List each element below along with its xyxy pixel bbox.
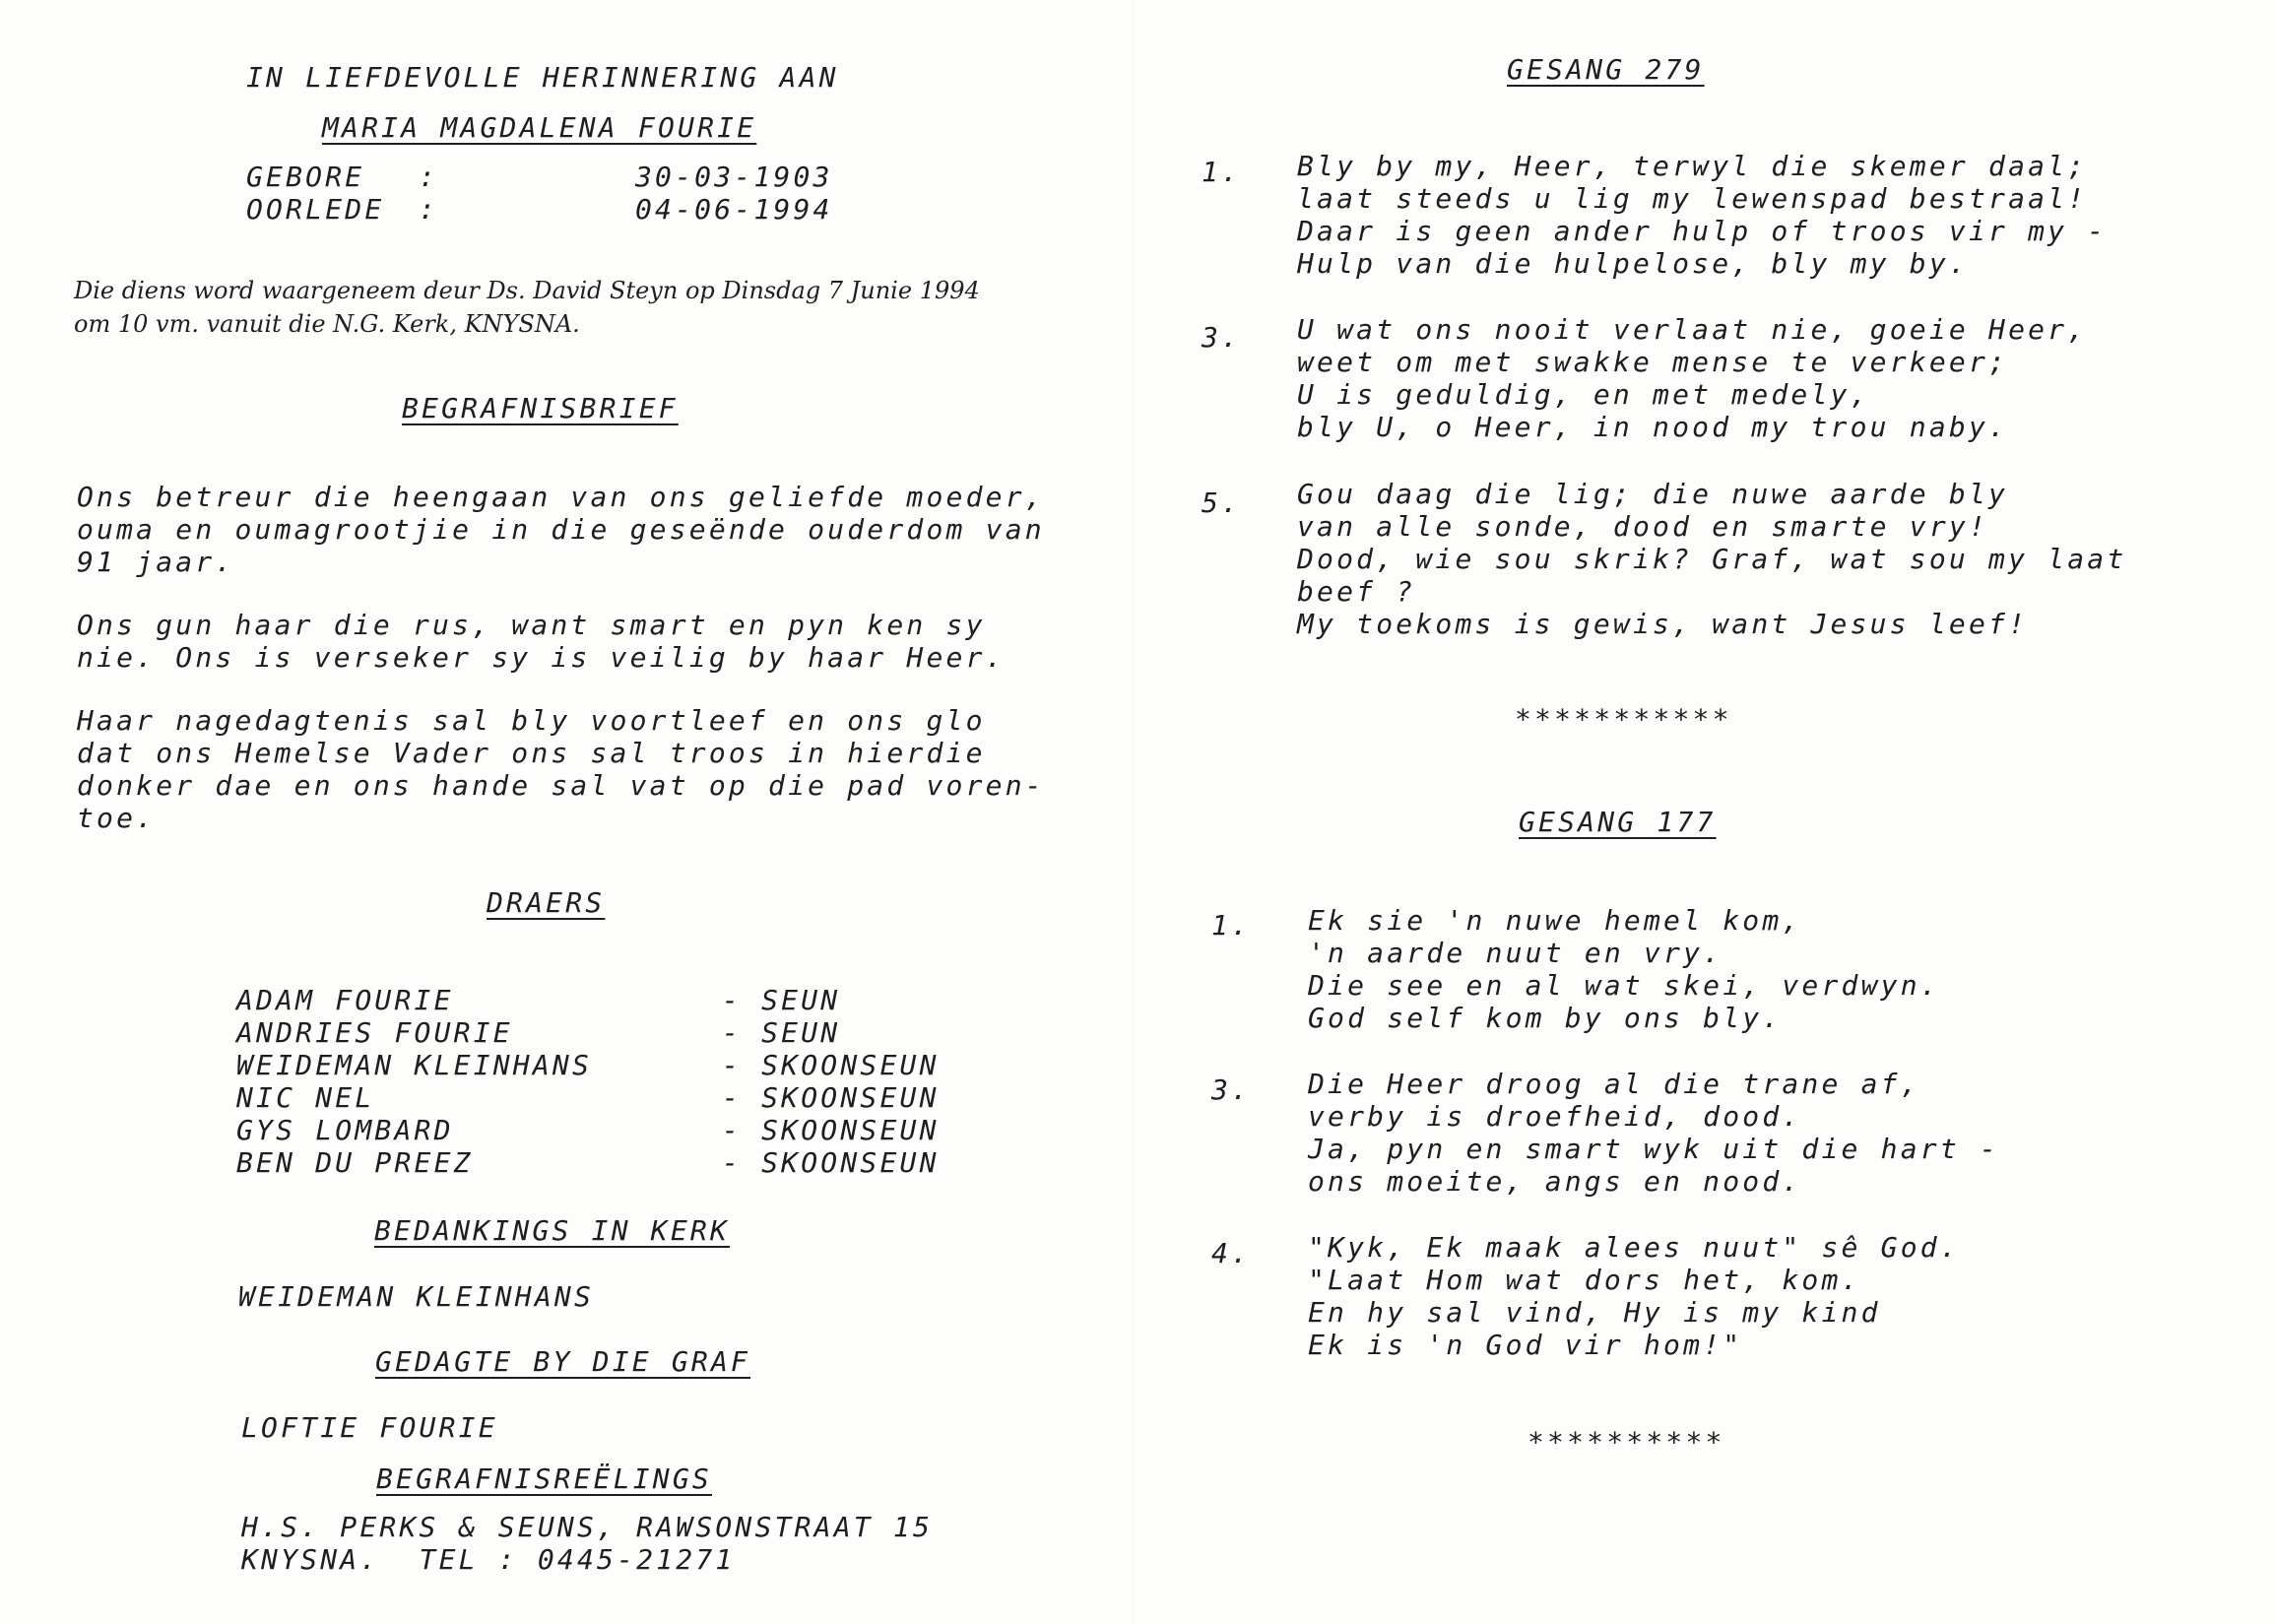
born-separator: : (419, 161, 439, 193)
verse-number: 5. (1202, 487, 1242, 519)
verse-line: En hy sal vind, Hy is my kind (1308, 1296, 1881, 1329)
verse-line: U wat ons nooit verlaat nie, goeie Heer, (1297, 313, 2088, 346)
paragraph-line: Haar nagedagtenis sal bly voortleef en ons glo (77, 704, 986, 737)
verse-number: 4. (1211, 1237, 1252, 1269)
thoughts-heading: GEDAGTE BY DIE GRAF (375, 1345, 751, 1378)
verse-line: van alle sonde, dood en smarte vry! (1297, 510, 1989, 543)
bearer-relation: - SKOONSEUN (722, 1081, 940, 1114)
bearer-name: BEN DU PREEZ (236, 1146, 474, 1179)
verse-line: God self kom by ons bly. (1308, 1002, 1783, 1034)
hymn-title: GESANG 177 (1519, 806, 1717, 838)
verse-number: 3. (1211, 1073, 1252, 1106)
verse-line: laat steeds u lig my lewenspad bestraal! (1297, 182, 2088, 215)
died-separator: : (419, 193, 439, 226)
paragraph-line: toe. (77, 802, 157, 834)
verse-line: U is geduldig, en met medely, (1297, 378, 1870, 411)
arrangements-line: H.S. PERKS & SEUNS, RAWSONSTRAAT 15 (241, 1511, 934, 1543)
thanks-heading: BEDANKINGS IN KERK (374, 1214, 731, 1247)
verse-line: Ja, pyn en smart wyk uit die hart - (1308, 1133, 2000, 1165)
verse-line: Ek sie 'n nuwe hemel kom, (1308, 904, 1802, 937)
verse-line: ons moeite, angs en nood. (1308, 1165, 1802, 1198)
verse-number: 1. (1211, 909, 1252, 942)
verse-line: verby is droefheid, dood. (1308, 1100, 1802, 1133)
verse-line: Bly by my, Heer, terwyl die skemer daal; (1297, 150, 2088, 182)
bearer-relation: - SKOONSEUN (722, 1146, 940, 1179)
verse-line: bly U, o Heer, in nood my trou naby. (1297, 411, 2009, 443)
verse-line: Hulp van die hulpelose, bly my by. (1297, 247, 1969, 280)
verse-line: weet om met swakke mense te verkeer; (1297, 346, 2009, 378)
right-page (1133, 0, 2275, 1624)
bearer-relation: - SEUN (722, 1016, 841, 1049)
thanks-name: WEIDEMAN KLEINHANS (238, 1280, 595, 1313)
paragraph-line: Ons gun haar die rus, want smart en pyn ken sy (77, 609, 986, 641)
bearer-name: ANDRIES FOURIE (236, 1016, 513, 1049)
bearer-relation: - SKOONSEUN (722, 1114, 940, 1146)
verse-line: Gou daag die lig; die nuwe aarde bly (1297, 478, 2009, 510)
paragraph-line: dat ons Hemelse Vader ons sal troos in hierdie (77, 737, 986, 769)
verse-line: Die Heer droog al die trane af, (1308, 1068, 1920, 1100)
verse-line: "Kyk, Ek maak alees nuut" sê God. (1308, 1231, 1960, 1264)
verse-line: Dood, wie sou skrik? Graf, wat sou my laat (1297, 543, 2127, 575)
paragraph-line: 91 jaar. (77, 546, 235, 578)
memorial-intro: IN LIEFDEVOLLE HERINNERING AAN (246, 61, 839, 94)
hymn-title: GESANG 279 (1507, 53, 1705, 86)
died-date: 04-06-1994 (635, 193, 833, 226)
bearer-name: GYS LOMBARD (236, 1114, 454, 1146)
born-label: GEBORE (246, 161, 365, 193)
died-label: OORLEDE (246, 193, 385, 226)
verse-line: Daar is geen ander hulp of troos vir my - (1297, 215, 2108, 247)
arrangements-line: KNYSNA. TEL : 0445-21271 (241, 1543, 736, 1576)
bearer-name: WEIDEMAN KLEINHANS (236, 1049, 593, 1081)
verse-line: My toekoms is gewis, want Jesus leef! (1297, 608, 2029, 640)
paragraph-line: Ons betreur die heengaan van ons geliefde moeder, (77, 481, 1045, 513)
verse-number: 3. (1202, 321, 1242, 354)
separator-stars: *********** (1515, 703, 1732, 736)
bearer-name: NIC NEL (236, 1081, 375, 1114)
service-line-1: Die diens word waargeneem deur Ds. David Steyn op Dinsdag 7 Junie 1994 (74, 277, 980, 304)
verse-line: beef ? (1297, 575, 1416, 608)
verse-number: 1. (1202, 156, 1242, 188)
bearer-relation: - SKOONSEUN (722, 1049, 940, 1081)
thoughts-name: LOFTIE FOURIE (241, 1411, 498, 1444)
paragraph-line: nie. Ons is verseker sy is veilig by haar Heer. (77, 641, 1006, 674)
paragraph-line: donker dae en ons hande sal vat op die pad voren- (77, 769, 1045, 802)
bearers-heading: DRAERS (487, 886, 606, 919)
separator-stars: ********** (1528, 1426, 1725, 1459)
funeral-letter-heading: BEGRAFNISBRIEF (402, 392, 679, 424)
left-page (0, 0, 1133, 1624)
verse-line: 'n aarde nuut en vry. (1308, 937, 1723, 969)
arrangements-heading: BEGRAFNISREËLINGS (376, 1462, 712, 1495)
deceased-name: MARIA MAGDALENA FOURIE (322, 111, 757, 144)
born-date: 30-03-1903 (635, 161, 833, 193)
verse-line: Die see en al wat skei, verdwyn. (1308, 969, 1940, 1002)
paragraph-line: ouma en oumagrootjie in die geseënde ouderdom van (77, 513, 1045, 546)
verse-line: Ek is 'n God vir hom!" (1308, 1329, 1743, 1361)
bearer-name: ADAM FOURIE (236, 984, 454, 1016)
bearer-relation: - SEUN (722, 984, 841, 1016)
verse-line: "Laat Hom wat dors het, kom. (1308, 1264, 1861, 1296)
service-line-2: om 10 vm. vanuit die N.G. Kerk, KNYSNA. (74, 310, 580, 338)
